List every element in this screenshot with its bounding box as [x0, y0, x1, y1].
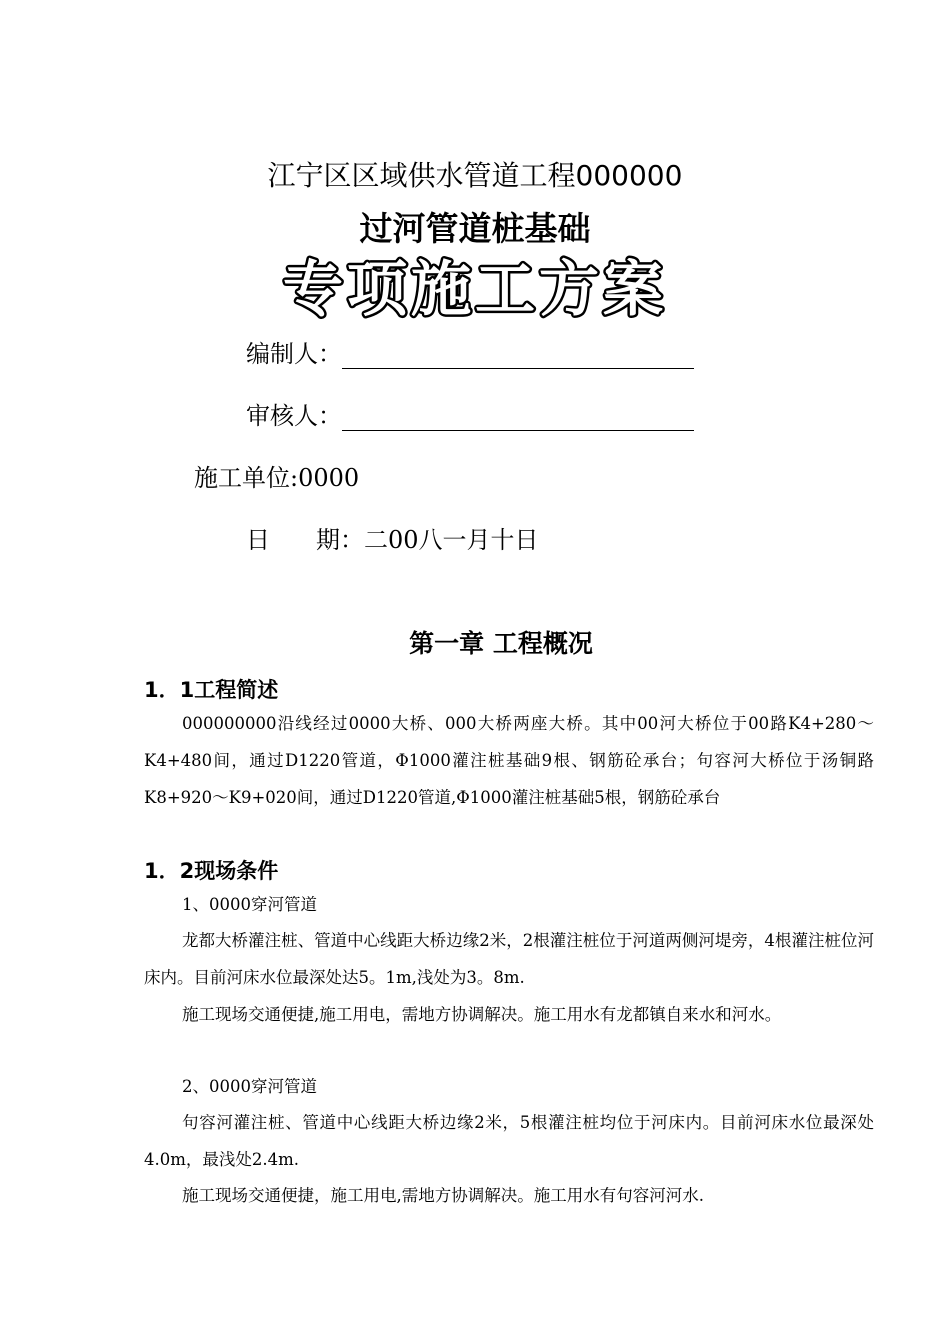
overview-paragraph: 000000000沿线经过0000大桥、000大桥两座大桥。其中00河大桥位于00路K4+280～K4+480间，通过D1220管道，Φ1000灌注桩基础9根、钢筋砼承台；句容河大桥位于汤铜路K8+920～K9+020间，通过D1220管道,Φ1000灌注桩基础5根，钢筋砼承台	[144, 714, 874, 807]
project-title: 江宁区区域供水管道工程000000	[267, 159, 683, 192]
reviewer-blank-line	[342, 406, 694, 431]
compiler-field	[246, 334, 694, 369]
site-paragraph: 句容河灌注桩、管道中心线距大桥边缘2米，5根灌注桩均位于河床内。目前河床水位最深处4.0m，最浅处2.4m.	[144, 1113, 874, 1169]
date-field	[246, 520, 539, 555]
reviewer-label: 审核人：	[246, 402, 342, 430]
plan-title	[0, 248, 950, 328]
section-heading-site-conditions: 1．2现场条件	[144, 859, 279, 883]
chapter-title: 第一章 工程概况	[409, 629, 593, 658]
compiler-label: 编制人：	[246, 340, 342, 368]
reviewer-field	[246, 396, 694, 431]
date-value: 期：二00八一月十日	[316, 526, 539, 554]
site-paragraph: 施工现场交通便捷，施工用电,需地方协调解决。施工用水有句容河河水.	[182, 1186, 704, 1205]
site-paragraph: 龙都大桥灌注桩、管道中心线距大桥边缘2米，2根灌注桩位于河道两侧河堤旁，4根灌注桩位河床内。目前河床水位最深处达5。1m,浅处为3。8m.	[144, 931, 874, 987]
site-paragraph: 施工现场交通便捷,施工用电，需地方协调解决。施工用水有龙都镇自来水和河水。	[182, 1005, 782, 1024]
site-subheading-2: 2、0000穿河管道	[182, 1077, 317, 1096]
compiler-blank-line	[342, 344, 694, 369]
subject-title: 过河管道桩基础	[359, 209, 591, 248]
date-label-day: 日	[246, 526, 270, 554]
site-subheading-1: 1、0000穿河管道	[182, 895, 317, 914]
section-heading-overview: 1．1工程简述	[144, 678, 279, 702]
plan-title-text: 专项施工方案	[283, 255, 667, 325]
construction-unit: 施工单位:0000	[194, 464, 360, 492]
